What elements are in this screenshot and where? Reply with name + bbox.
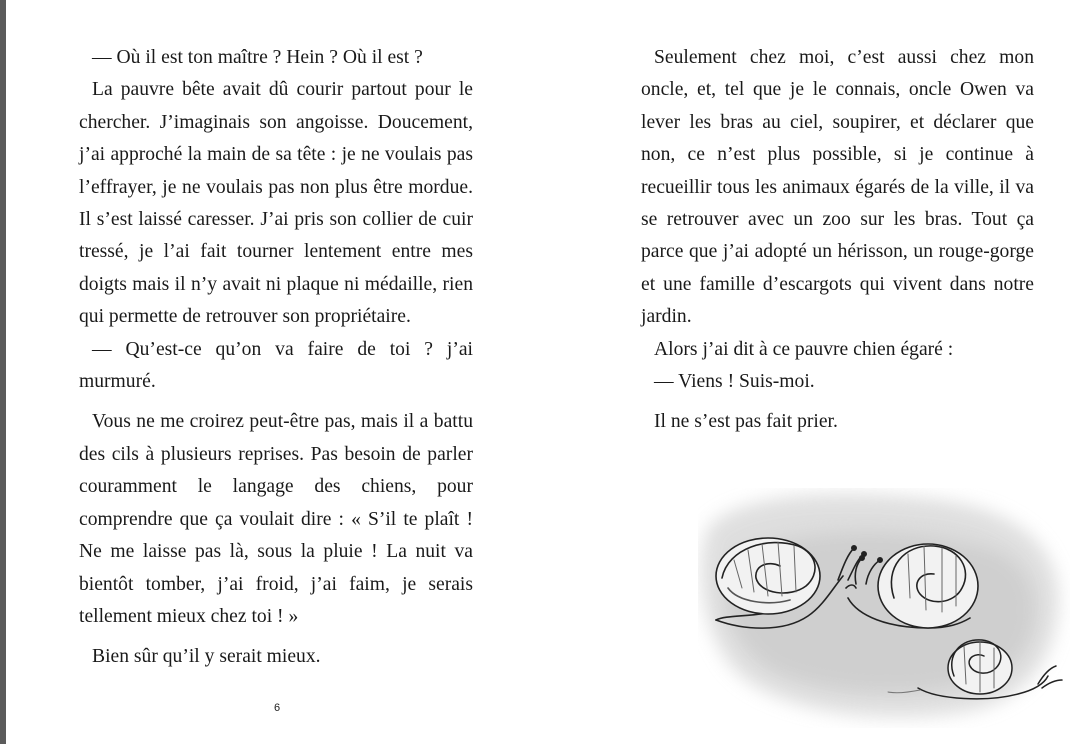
left-edge-border (0, 0, 6, 744)
paragraph: Alors j’ai dit à ce pauvre chien égaré : (654, 338, 954, 360)
paragraph: — Où il est ton maître ? Hein ? Où il est ? (92, 47, 423, 68)
paragraph: Vous ne me croirez peut-être pas, mais il a battu des cils à plusieurs reprises. Pas besoin de parler couramment le langage des chiens, pour comprendre que ça voulait dire : « S’il te plaît ! Ne me laisse pas là, sous la pluie ! La nuit va bientôt tomber, j’ai froid, j’ai faim, je serais tellement mieux chez toi ! » (79, 411, 473, 627)
paragraph: Seulement chez moi, c’est aussi chez mon oncle, et, tel que je le connais, oncle Owen va lever les bras au ciel, soupirer, et déclarer que non, ce n’est plus possible, si je continue à recueillir tous les animaux égarés de la ville, il va se retrouver avec un zoo sur les bras. Tout ça parce que j’ai adopté un hérisson, un rouge-gorge et une famille d’escargots qui vivent dans notre jardin. (641, 47, 1034, 328)
right-page-text (641, 42, 1034, 439)
left-page-text (79, 42, 473, 674)
paragraph: — Qu’est-ce qu’on va faire de toi ? j’ai murmuré. (79, 338, 473, 393)
snails-illustration (698, 488, 1070, 728)
paragraph: La pauvre bête avait dû courir partout pour le chercher. J’imaginais son angoisse. Doucement, j’ai approché la main de sa tête : je ne voulais pas l’effrayer, je ne voulais pas non plus être mordue. Il s’est laissé caresser. J’ai pris son collier de cuir tressé, je l’ai fait tourner lentement entre mes doigts mais il n’y avait ni plaque ni médaille, rien qui permette de retrouver son propriétaire. (79, 79, 473, 328)
paragraph: Il ne s’est pas fait prier. (654, 411, 838, 433)
page-number: 6 (273, 702, 281, 714)
paragraph: — Viens ! Suis-moi. (654, 371, 815, 393)
paragraph: Bien sûr qu’il y serait mieux. (92, 646, 321, 668)
